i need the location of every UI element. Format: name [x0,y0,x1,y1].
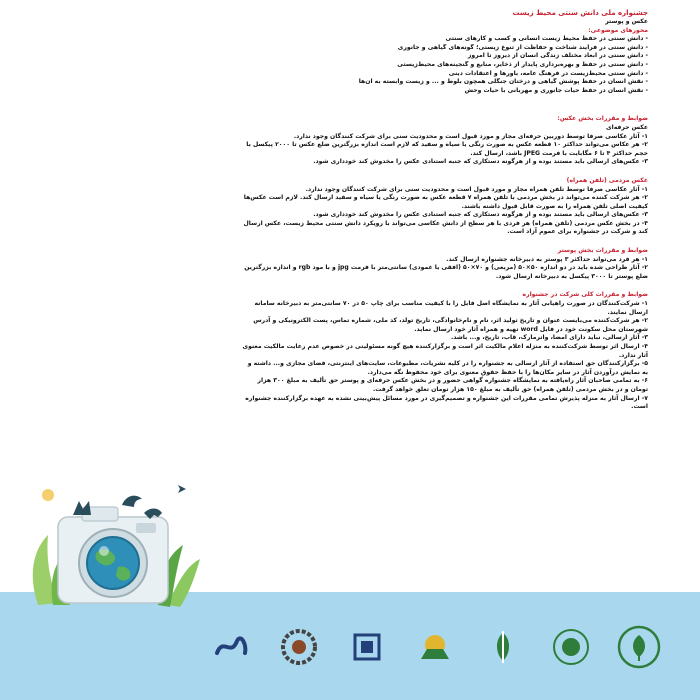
theme-item: - دانش سنتی در ابعاد مختلف زندگی انسان از دیروز تا امروز [467,52,648,60]
general-rules-heading: ضوابط و مقررات کلی شرکت در جشنواره [522,291,648,299]
themes-heading: محورهای موضوعی: [588,26,648,34]
pro-photo-heading: عکس حرفه‌ای [606,123,648,131]
rule-item: ۳- عکس‌های ارسالی باید مستند بوده و از هرگونه دستکاری که جنبه استنادی عکس را مخدوش کند خودداری شود. [313,211,648,219]
heritage-logo [404,625,466,671]
university-emblem-icon [347,627,387,667]
gear-seal-icon [279,627,319,667]
ministry-logo [472,627,534,669]
themes-list [240,35,648,95]
province-org-logo [268,627,330,669]
rule-item: ۱- هر فرد می‌تواند حداکثر ۳ پوستر به دبیرخانه جشنواره ارسال کند. [446,255,648,263]
rule-item: ۳- آثار ارسالی، نباید دارای امضا، واترمارک، قاب، تاریخ، و... باشد. [450,334,648,342]
theme-item: - دانش سنتی محیط‌زیست در فرهنگ عامه، باورها و اعتقادات دینی [448,69,648,77]
rule-item: ۱- شرکت‌کنندگان در صورت راهیابی آثار به نمایشگاه اصل فایل را با کیفیت مناسب برای چاپ ۵۰ در ۷۰ سانتی‌متر به دبیرخانه سامانه ارسال نمایند. [254,300,648,316]
mobile-photo-list [240,186,648,238]
pro-photo-list [240,133,648,167]
rule-item: ۲- هر عکاس می‌تواند حداکثر ۱۰ قطعه عکس به صورت رنگی یا سیاه و سفید که لازم است اندازه بزرگترین ضلع عکس تا ۲۰۰۰ پیکسل با حجم حداکثر ۴ تا ۶ مگابایت با فرمت JPEG باشد، ارسال کند. [246,141,648,157]
rule-item: ۶- به تمامی صاحبان آثار راه‌یافته به نمایشگاه جشنواره گواهی حضور و در بخش عکس حرفه‌ای و پوستر حق تألیف به مبلغ ۳۰۰ هزار تومان و در بخش مردمی (تلفن همراه) حق تألیف به مبلغ ۱۵۰ هزار تومان تعلق خواهد گرفت. [257,377,648,393]
mobile-photo-heading: عکس مردمی (تلفن همراه) [566,176,648,184]
sponsor-logos [200,608,670,688]
rule-item: ۵- برگزارکنندگان حق استفاده از آثار ارسالی به جشنواره را در کلیه نشریات، مطبوعات، سایت‌های اینترنتی، فضای مجازی و... داشته و به نمایش درآوردن آثار در سایر مکان‌ها را با حفظ حقوق معنوی برای خود محفوظ نگه می‌دارد. [247,360,648,376]
rule-item: ۱- آثار عکاسی صرفا توسط تلفن همراه مجاز و مورد قبول است و محدودیت سنی برای شرکت کنندگان وجود ندارد. [305,185,648,193]
festival-subtitle: عکس و پوستر [605,18,648,25]
theme-item: - دانش سنتی در فرآیند شناخت و حفاظت از تنوع زیستی؛ گونه‌های گیاهی و جانوری [397,43,648,51]
festival-title: جشنواره ملی دانش سنتی محیط زیست [512,9,648,17]
general-list [240,300,648,412]
camera-nature-icon [18,455,208,620]
sunburst-emblem-icon [413,625,457,669]
rule-item: ۲- آثار طراحی شده باید در دو اندازه ۵۰×۵۰ (مربعی) و ۷۰×۵۰ (افقی یا عمودی) سانتی‌متر با فرمت jpg و با مود rgb و اندازه بزرگترین ضلع پوستر تا ۳۰۰۰ پیکسل به دبیرخانه ارسال شود. [244,264,648,280]
rule-item: ۳- عکس‌های ارسالی باید مستند بوده و از هرگونه دستکاری که جنبه استنادی عکس را مخدوش کند خودداری شود. [313,158,648,166]
university-logo [336,627,398,669]
camera-illustration [18,455,208,620]
poster-list [240,256,648,282]
theme-item: - دانش سنتی در حفظ محیط زیست انسانی و کسب و کارهای سنتی [445,35,648,43]
rule-item: ۴- ارسال اثر توسط شرکت‌کننده به منزله اعلام مالکیت اثر است و برگزارکننده هیچ گونه مسئولیتی در خصوص عدم رعایت مالکیت معنوی آثار ندارد. [242,343,648,359]
calligraphy-logo-icon [211,627,251,667]
newspaper-logo [200,627,262,669]
poster-rules-heading: ضوابط و مقررات بخش پوستر [557,247,648,255]
national-emblem-icon [483,627,523,667]
ecotourism-logo [608,625,670,671]
circular-seal-icon [551,627,591,667]
document-body [240,8,648,412]
rule-item: ۴- در بخش عکس مردمی (تلفن همراه) هر فردی با هر سطح از دانش عکاسی می‌تواند با رویکرد دانش سنتی محیط زیست، عکس ارسال کند و شرکت در جشنواره برای عموم آزاد است. [243,219,648,236]
photo-rules-heading: ضوابط و مقررات بخش عکس: [557,115,648,123]
rule-item: ۱- آثار عکاسی صرفا توسط دوربین حرفه‌ای مجاز و مورد قبول است و محدودیت سنی برای شرکت کنندگان وجود ندارد. [293,132,648,140]
theme-item: - دانش سنتی در حفظ و بهره‌برداری پایدار از ذخایر، منابع و گنجینه‌های محیط‌زیستی [397,60,648,68]
rule-item: ۷- ارسال آثار به منزله پذیرش تمامی مقررات این جشنواره و تصمیم‌گیری در مورد مسائل پیش‌بینی نشده به عهده برگزارکننده جشنواره است. [245,394,648,411]
rule-item: ۲- هر شرکت‌کننده می‌بایست عنوان و تاریخ تولید اثر، نام و نام‌خانوادگی، تاریخ تولد، کد ملی، شماره تماس، پست الکترونیکی و آدرس شهرستان محل سکونت خود در فایل word تهیه و همراه آثار خود ارسال نماید. [253,317,648,333]
tree-emblem-icon [617,625,661,669]
theme-item: - نقش انسان در حفظ پوشش گیاهی و درختان جنگلی همچون بلوط و ... و زیست وابسته به آن‌ها [358,78,648,86]
rule-item: ۲- هر شرکت کننده می‌تواند در بخش مردمی با تلفن همراه ۷ قطعه عکس به صورت رنگی یا سیاه و سفید ارسال کند. لازم است عکس‌ها کیفیت اصلی تلفن همراه را به صورت قابل قبول داشته باشند. [243,194,648,210]
environment-dept-logo [540,627,602,669]
theme-item: - نقش انسان در حفظ حیات جانوری و مهربانی با حیات وحش [464,86,648,94]
